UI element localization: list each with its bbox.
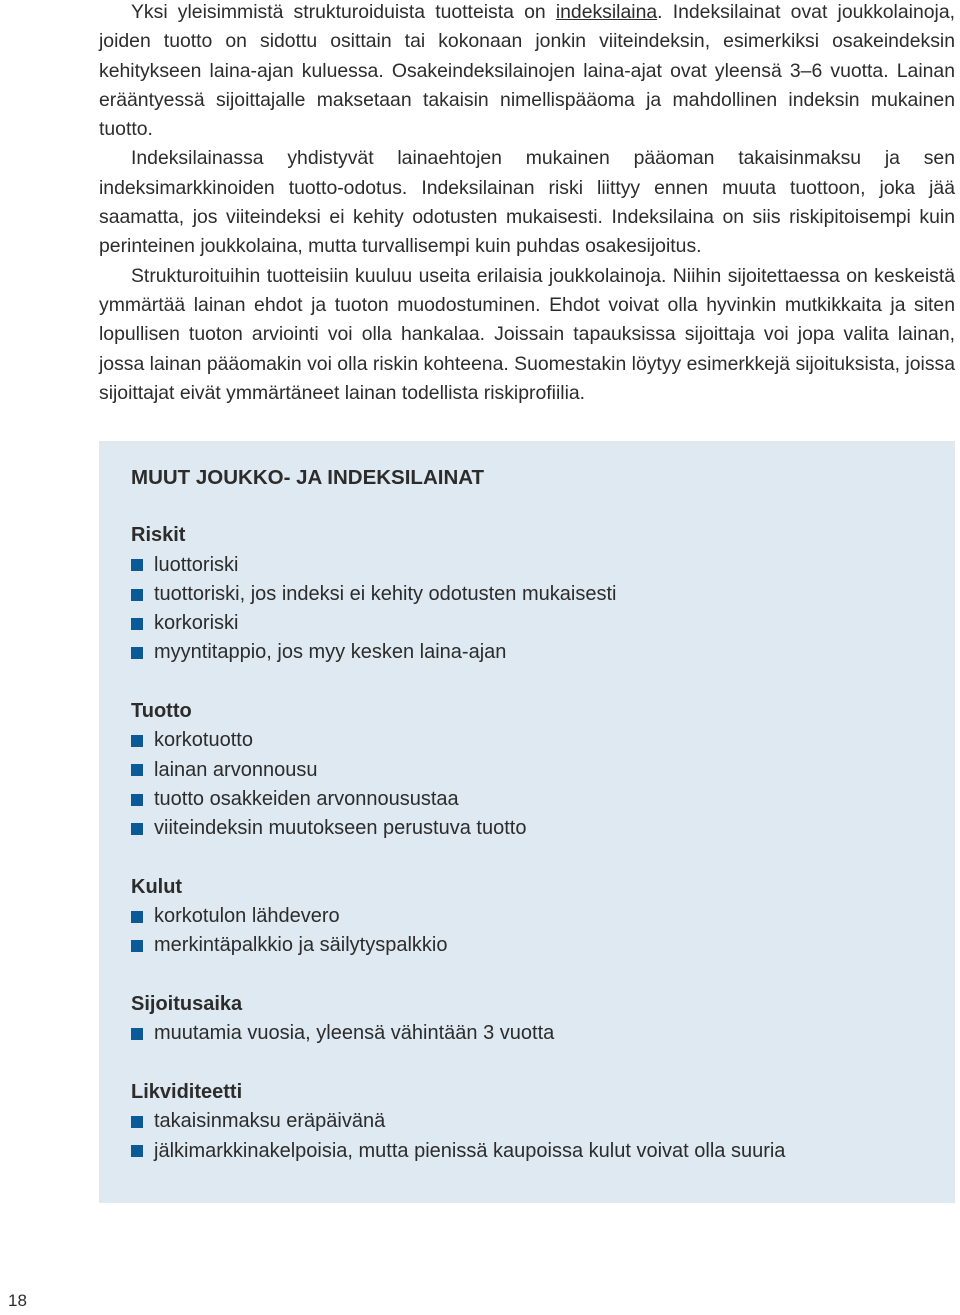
list-item-text: korkotulon lähdevero: [154, 905, 340, 928]
paragraph-1: [99, 0, 955, 144]
paragraph-2: Indeksilainassa yhdistyvät lainaehtojen mukainen pääoman takaisinmaksu ja sen indeksimarkkinoiden tuotto-odotus. Indeksilainan riski liittyy ennen muuta tuottoon, joka jää saamatta, jos viiteindeksi ei kehity odotusten mukaisesti. Indeksilaina on siis riskipitoisempi kuin perinteinen joukkolaina, mutta turvallisempi kuin puhdas osakesijoitus.: [99, 147, 955, 258]
body-text: [99, 0, 955, 408]
list-item-text: myyntitappio, jos myy kesken laina-ajan: [154, 641, 507, 664]
section-kulut: [131, 873, 935, 961]
info-box-title: MUUT JOUKKO- JA INDEKSILAINAT: [131, 466, 485, 489]
list-item-text: luottoriski: [154, 553, 239, 576]
square-bullet-icon: [131, 589, 143, 601]
bullet-list: [131, 1107, 935, 1166]
list-item: [131, 580, 935, 609]
list-item: [131, 785, 935, 814]
square-bullet-icon: [131, 735, 143, 747]
section-sijoitusaika: [131, 990, 935, 1049]
list-item-text: lainan arvonnousu: [154, 758, 318, 781]
list-item: [131, 1137, 935, 1166]
bullet-list: [131, 1019, 935, 1048]
list-item: [131, 638, 935, 667]
section-heading: Kulut: [131, 875, 183, 898]
list-item: [131, 902, 935, 931]
list-item-text: korkoriski: [154, 612, 239, 635]
bullet-list: [131, 726, 935, 843]
square-bullet-icon: [131, 1145, 143, 1157]
list-item: [131, 931, 935, 960]
list-item-text: jälkimarkkinakelpoisia, mutta pienissä kaupoissa kulut voivat olla suuria: [154, 1139, 786, 1162]
section-heading: Likviditeetti: [131, 1080, 243, 1103]
list-item: [131, 726, 935, 755]
info-box: [99, 441, 955, 1203]
list-item: [131, 814, 935, 843]
bullet-list: [131, 902, 935, 961]
list-item: [131, 1019, 935, 1048]
paragraph-1-rest: . Indeksilainat ovat joukkolainoja, joiden tuotto on sidottu osittain tai kokonaan jonkin viiteindeksin, esimerkiksi osakeindeksin kehitykseen laina-ajan kuluessa. Osakeindeksilainojen laina-ajat ovat yleensä 3–6 vuotta. Lainan erääntyessä sijoittajalle maksetaan takaisin nimellispääoma ja mahdollinen indeksin mukainen tuotto.: [99, 1, 956, 141]
section-riskit: [131, 521, 935, 667]
list-item-text: tuotto osakkeiden arvonnousustaa: [154, 787, 459, 810]
section-heading: Riskit: [131, 524, 186, 547]
list-item-text: merkintäpalkkio ja säilytyspalkkio: [154, 934, 448, 957]
square-bullet-icon: [131, 794, 143, 806]
section-likviditeetti: [131, 1078, 935, 1166]
info-box-content: [131, 463, 935, 1195]
section-heading: Tuotto: [131, 700, 192, 723]
square-bullet-icon: [131, 764, 143, 776]
square-bullet-icon: [131, 1028, 143, 1040]
list-item-text: muutamia vuosia, yleensä vähintään 3 vuotta: [154, 1022, 555, 1045]
indeksilaina-link[interactable]: indeksilaina: [555, 1, 658, 23]
paragraph-1-start: Yksi yleisimmistä strukturoiduista tuotteista on: [131, 1, 556, 23]
list-item-text: tuottoriski, jos indeksi ei kehity odotusten mukaisesti: [154, 582, 617, 605]
square-bullet-icon: [131, 823, 143, 835]
list-item-text: viiteindeksin muutokseen perustuva tuotto: [154, 817, 527, 840]
square-bullet-icon: [131, 940, 143, 952]
list-item-text: korkotuotto: [154, 729, 253, 752]
bullet-list: [131, 551, 935, 668]
page-number: 18: [8, 1291, 27, 1310]
list-item: [131, 551, 935, 580]
paragraph-3: Strukturoituihin tuotteisiin kuuluu useita erilaisia joukkolainoja. Niihin sijoitettaessa on keskeistä ymmärtää lainan ehdot ja tuoton muodostuminen. Ehdot voivat olla hyvinkin mutkikkaita ja siten lopullisen tuoton arviointi voi olla hankalaa. Joissain tapauksissa sijoittaja voi jopa valita lainan, jossa lainan pääomakin voi olla riskin kohteena. Suomestakin löytyy esimerkkejä sijoituksista, joissa sijoittajat eivät ymmärtäneet lainan todellista riskiprofiilia.: [99, 264, 955, 404]
list-item-text: takaisinmaksu eräpäivänä: [154, 1110, 386, 1133]
square-bullet-icon: [131, 559, 143, 571]
square-bullet-icon: [131, 1116, 143, 1128]
list-item: [131, 1107, 935, 1136]
section-tuotto: [131, 697, 935, 843]
square-bullet-icon: [131, 911, 143, 923]
list-item: [131, 756, 935, 785]
square-bullet-icon: [131, 647, 143, 659]
section-heading: Sijoitusaika: [131, 993, 243, 1016]
square-bullet-icon: [131, 618, 143, 630]
list-item: [131, 609, 935, 638]
